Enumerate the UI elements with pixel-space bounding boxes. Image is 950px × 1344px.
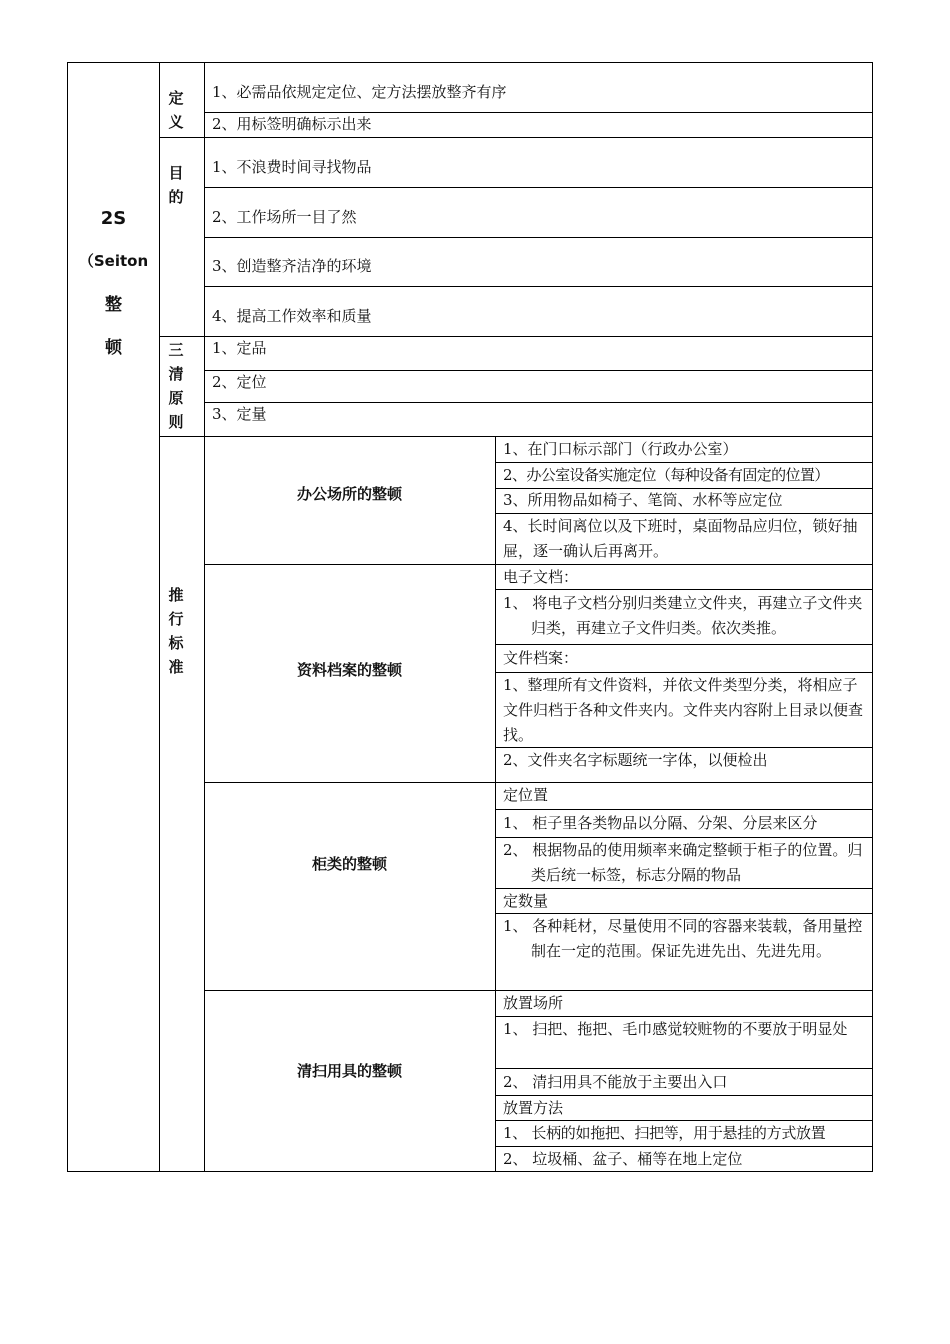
cleaning-item: 2、 垃圾桶、盆子、桶等在地上定位: [503, 1150, 743, 1168]
cleaning-item: 放置场所: [503, 994, 564, 1012]
cleaning-item: 1、 扫把、拖把、毛巾感觉较赃物的不要放于明显处: [503, 1020, 848, 1038]
row-divider: [204, 286, 873, 287]
purpose-item: 3、创造整齐洁净的环境: [212, 257, 372, 275]
table-border-right: [872, 62, 873, 1172]
row-divider: [495, 1068, 873, 1069]
cabinet-item: 2、 根据物品的使用频率来确定整顿于柜子的位置。归类后统一标签，标志分隔的物品: [503, 841, 863, 884]
category-office: 办公场所的整顿: [296, 485, 402, 503]
standards-label: 推 行 标 准: [168, 586, 184, 676]
cleaning-item: 放置方法: [503, 1099, 564, 1117]
section-chinese-char-2: 顿: [105, 338, 122, 358]
cabinet-item: 定位置: [503, 786, 549, 804]
section-code: 2S: [100, 208, 127, 229]
archive-item: 文件档案：: [503, 649, 579, 667]
row-divider: [204, 237, 873, 238]
row-divider: [204, 187, 873, 188]
row-divider: [495, 644, 873, 645]
definition-label: 定 义: [168, 89, 184, 131]
section-english-name: （Seiton: [78, 252, 149, 270]
principle-item: 2、定位: [212, 373, 267, 391]
office-item: 4、长时间离位以及下班时，桌面物品应归位，锁好抽屉，逐一确认后再离开。: [503, 517, 858, 560]
archive-item: 1、整理所有文件资料，并依文件类型分类，将相应子文件归档于各种文件夹内。文件夹内容附上目录以便查找。: [503, 676, 864, 744]
category-cabinet: 柜类的整顿: [311, 855, 387, 873]
purpose-item: 2、工作场所一目了然: [212, 208, 357, 226]
row-divider: [495, 809, 873, 810]
cabinet-item: 1、 各种耗材，尽量使用不同的容器来装载，备用量控制在一定的范围。保证先进先出、先进先用。: [503, 917, 863, 960]
definition-item: 1、必需品依规定定位、定方法摆放整齐有序: [212, 83, 507, 101]
cleaning-item: 1、 长柄的如拖把、扫把等，用于悬挂的方式放置: [503, 1124, 826, 1142]
table-border-top: [67, 62, 873, 63]
category-archive: 资料档案的整顿: [296, 661, 402, 679]
section-chinese-char-1: 整: [105, 295, 122, 315]
archive-item: 1、 将电子文档分别归类建立文件夹，再建立子文件夹归类，再建立子文件归类。依次类推。: [503, 594, 863, 637]
office-item: 2、办公室设备实施定位（每种设备有固定的位置）: [503, 466, 829, 484]
archive-item: 电子文档：: [503, 568, 579, 586]
principle-item: 3、定量: [212, 405, 267, 423]
cabinet-item: 定数量: [503, 892, 549, 910]
office-item: 3、所用物品如椅子、笔筒、水杯等应定位: [503, 491, 783, 509]
group-divider: [159, 137, 873, 138]
principle-item: 1、定品: [212, 339, 267, 357]
principles-label: 三 清 原 则: [168, 341, 184, 431]
category-cleaning: 清扫用具的整顿: [296, 1062, 402, 1080]
archive-item: 2、文件夹名字标题统一字体，以便检出: [503, 751, 768, 769]
cleaning-item: 2、 清扫用具不能放于主要出入口: [503, 1073, 728, 1091]
cabinet-item: 1、 柜子里各类物品以分隔、分架、分层来区分: [503, 814, 818, 832]
purpose-label: 目 的: [168, 164, 184, 206]
office-item: 1、在门口标示部门（行政办公室）: [503, 440, 738, 458]
definition-item: 2、用标签明确标示出来: [212, 115, 372, 133]
purpose-item: 1、不浪费时间寻找物品: [212, 158, 372, 176]
column-divider-1: [159, 62, 160, 1172]
purpose-item: 4、提高工作效率和质量: [212, 307, 372, 325]
